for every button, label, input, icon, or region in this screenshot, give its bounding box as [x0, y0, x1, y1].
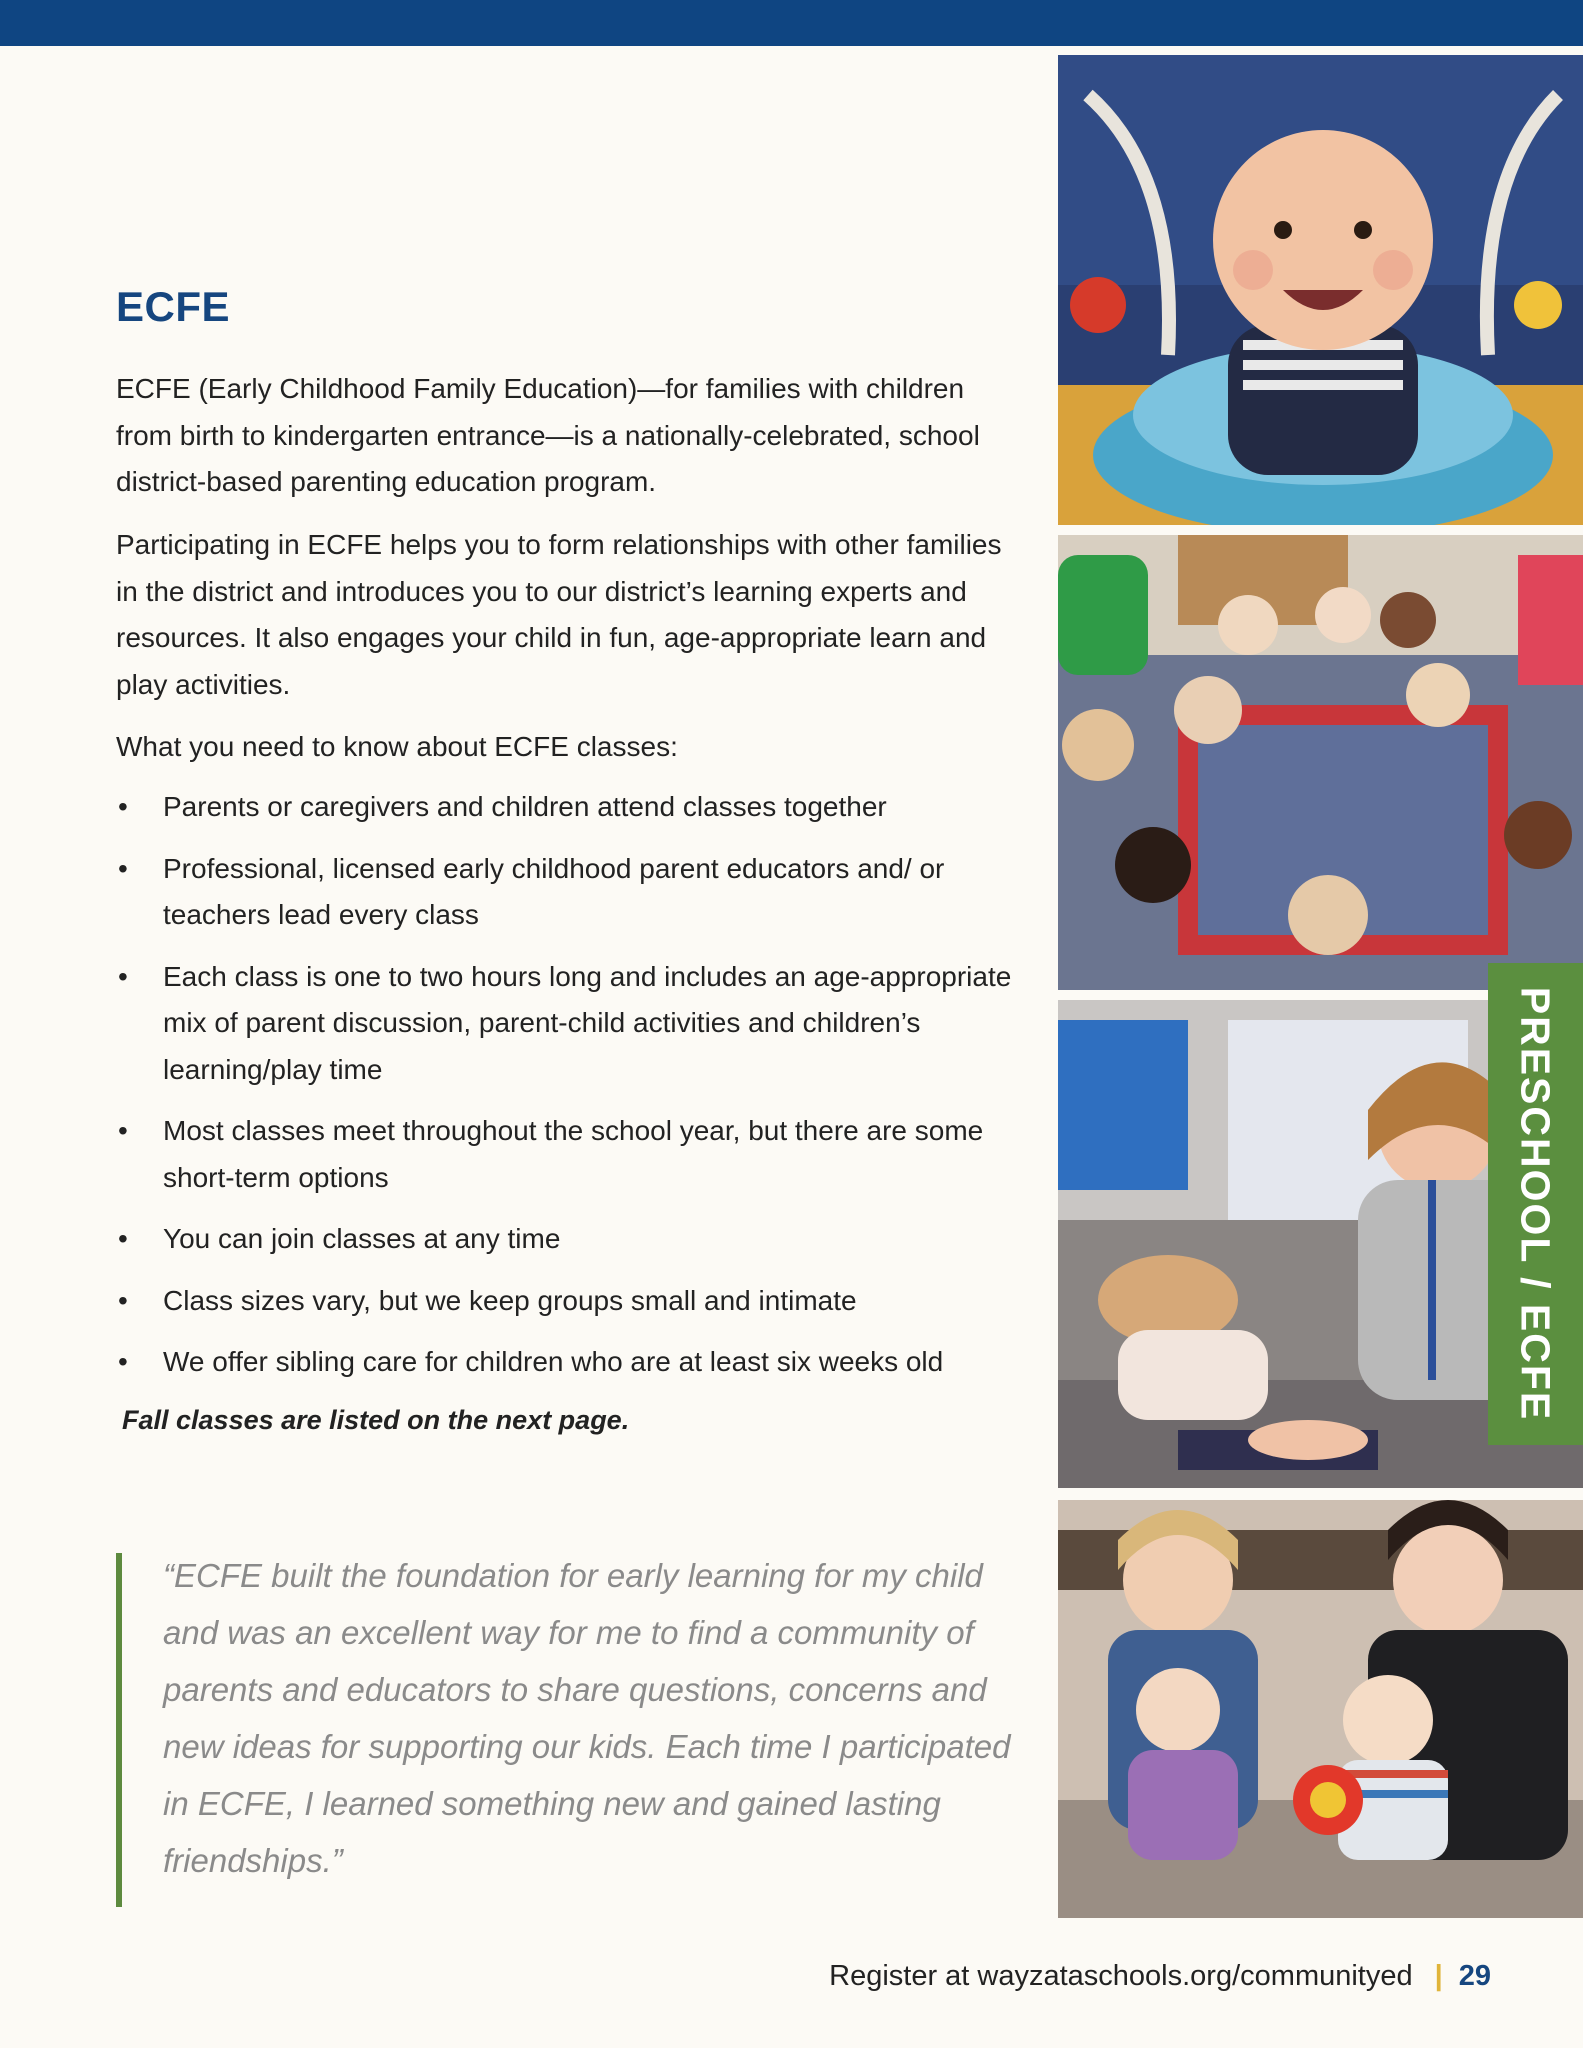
list-item: • Most classes meet throughout the school year, but there are some short-term options — [118, 1115, 984, 1193]
section-heading: ECFE — [116, 283, 231, 330]
photo-kids-sand-table — [1058, 535, 1583, 990]
fall-classes-note: Fall classes are listed on the next page. — [122, 1405, 630, 1435]
list-item: • Professional, licensed early childhood parent educators and/ or teachers lead every class — [118, 852, 945, 930]
top-header-bar — [0, 0, 1583, 46]
side-tab-label: PRESCHOOL / ECFE — [1512, 986, 1559, 1422]
participating-paragraph: Participating in ECFE helps you to form relationships with other families in the district and introduces you to our district’s learning experts and resources. It also engages your child in fun, age-appropriate learn and play activities. — [116, 529, 1002, 700]
list-item: • We offer sibling care for children who are at least six weeks old — [118, 1346, 944, 1377]
photo-baby — [1058, 55, 1583, 525]
list-item: • Parents or caregivers and children attend classes together — [118, 791, 887, 822]
list-item: • Each class is one to two hours long and includes an age-appropriate mix of parent discussion, parent-child activities and children’s learning/play time — [118, 960, 1012, 1085]
photo-parents-toddlers — [1058, 1500, 1583, 1918]
register-link[interactable]: Register at wayzataschools.org/communityed — [829, 1960, 1413, 1992]
footer-separator: | — [1434, 1960, 1443, 1992]
intro-paragraph: ECFE (Early Childhood Family Education)—for families with children from birth to kindergarten entrance—is a nationally-celebrated, school district-based parenting education program. — [116, 373, 980, 497]
testimonial-quote: “ECFE built the foundation for early learning for my child and was an excellent way for me to find a community of parents and educators to share questions, concerns and new ideas for supporting our kids. Each time I participated in ECFE, I learned something new and gained lasting friendships.” — [163, 1557, 1011, 1879]
list-intro: What you need to know about ECFE classes: — [116, 731, 678, 762]
list-item: • You can join classes at any time — [118, 1223, 561, 1254]
page-footer — [829, 1960, 1491, 1993]
quote-accent-bar — [116, 1553, 122, 1907]
bullet-list — [116, 784, 1016, 1401]
page-number: 29 — [1458, 1960, 1491, 1992]
list-item: • Class sizes vary, but we keep groups small and intimate — [118, 1284, 857, 1316]
